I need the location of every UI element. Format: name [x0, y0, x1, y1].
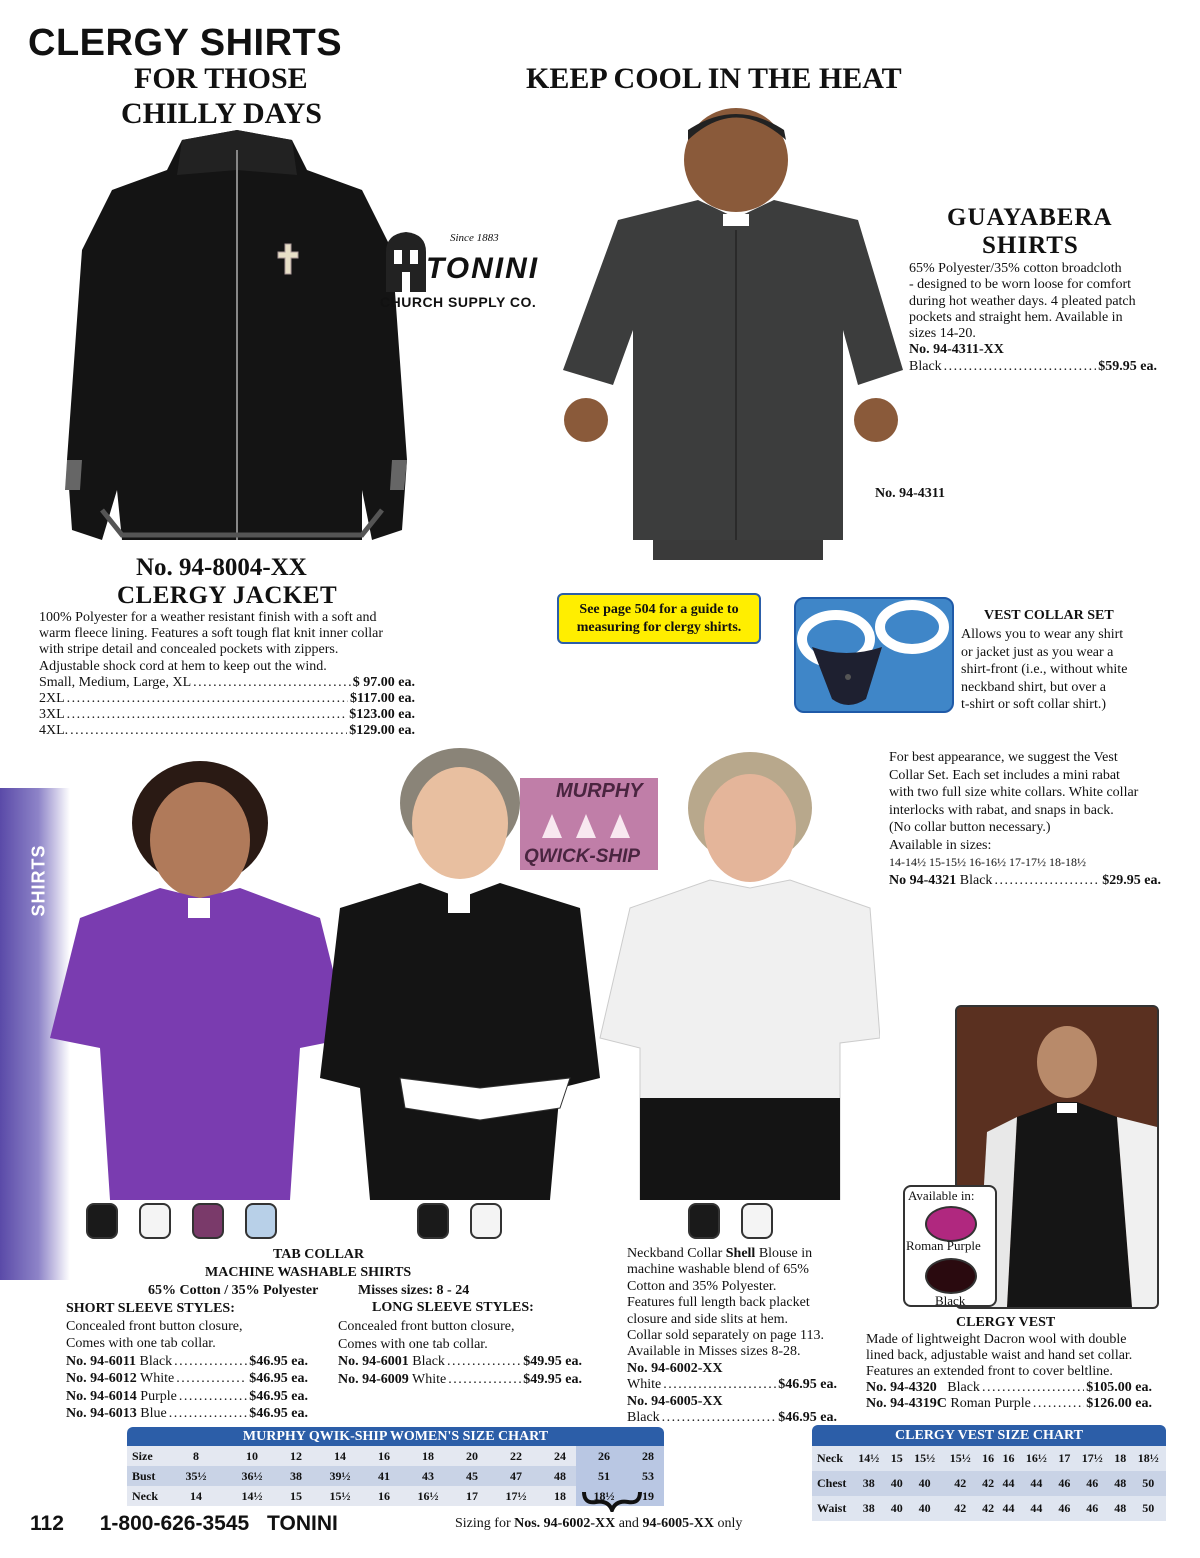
jacket-number: No. 94-8004-XX: [136, 554, 307, 581]
size-chart-cell: 18½: [1137, 1451, 1159, 1465]
size-chart-row: [812, 1496, 1166, 1521]
tab-collar-title: TAB COLLAR: [273, 1247, 365, 1262]
item-color: White: [627, 1377, 662, 1393]
clergy-vest-desc-line: Made of lightweight Dacron wool with double: [866, 1332, 1127, 1347]
blouse-desc-bold: Shell: [725, 1246, 756, 1261]
size-chart-cell: 14: [190, 1488, 202, 1503]
tab-collar-sizes: Misses sizes: 8 - 24: [358, 1283, 470, 1298]
size-chart-cell: 17: [466, 1488, 478, 1503]
vest-collar-detail-line: Collar Set. Each set includes a mini rabat: [889, 767, 1120, 783]
size-chart-cell: 16: [378, 1488, 390, 1503]
item-color: Purple: [140, 1388, 177, 1404]
vest-collar-detail-line: with two full size white collars. White collar: [889, 785, 1139, 800]
note-line: measuring for clergy shirts.: [576, 620, 742, 635]
short-sleeve-item: [66, 1370, 308, 1388]
size-chart-cell: 12: [290, 1448, 302, 1463]
guayabera-desc-line: sizes 14-20.: [909, 326, 976, 342]
size-chart-cell: 16: [378, 1448, 390, 1463]
sizing-note-pre: Sizing for: [455, 1516, 515, 1531]
clergy-vest-price-row: [866, 1396, 1152, 1412]
item-number: No. 94-6005-XX: [627, 1393, 723, 1409]
price-value: $49.95 ea.: [523, 1371, 582, 1387]
size-chart-row: [812, 1446, 1166, 1471]
vest-size-chart-title: CLERGY VEST SIZE CHART: [812, 1425, 1166, 1446]
brace-icon: [582, 1488, 642, 1512]
color-swatch[interactable]: [417, 1203, 449, 1239]
vest-collar-detail-line: (No collar button necessary.): [889, 820, 1051, 835]
size-chart-cell: 15½: [914, 1451, 936, 1465]
size-chart-cell: 45: [466, 1468, 478, 1483]
price-value: $ 97.00 ea.: [352, 674, 415, 690]
price-value: $59.95 ea.: [1098, 358, 1157, 374]
price-value: $46.95 ea.: [778, 1410, 837, 1426]
long-sleeve-section: [338, 1318, 588, 1388]
vest-collar-title: VEST COLLAR SET: [984, 608, 1114, 623]
color-swatch-roman-purple[interactable]: [925, 1206, 977, 1242]
size-chart-cell: 40: [890, 1476, 903, 1490]
page-title: CLERGY SHIRTS: [28, 22, 343, 64]
vest-size-table: [812, 1446, 1166, 1521]
item-color: Black: [412, 1354, 445, 1369]
size-chart-cell: 18: [554, 1488, 566, 1503]
jacket-desc-line: 100% Polyester for a weather resistant finish with a soft and: [39, 610, 377, 625]
available-in-label: Available in:: [908, 1188, 975, 1203]
blouse-price-row: [627, 1410, 837, 1426]
subtitle-line2: CHILLY DAYS: [121, 97, 322, 130]
size-chart-cell: 35½: [185, 1468, 207, 1483]
size-chart-cell: 15½: [329, 1488, 351, 1503]
price-value: $46.95 ea.: [249, 1406, 308, 1421]
size-chart-cell: 17½: [1081, 1451, 1103, 1465]
short-sleeve-desc-line: Concealed front button closure,: [66, 1318, 243, 1334]
jacket-price-row: [39, 691, 415, 707]
size-chart-row-label: Size: [132, 1448, 153, 1463]
vest-collar-detail-line: For best appearance, we suggest the Vest: [889, 750, 1118, 765]
size-chart-cell: 41: [378, 1468, 390, 1483]
size-chart-cell: 38: [862, 1501, 875, 1515]
blouse-desc-line: closure and side slits at hem.: [627, 1311, 788, 1327]
size-chart-cell: 42: [982, 1476, 995, 1490]
long-sleeve-desc-line: Concealed front button closure,: [338, 1319, 515, 1334]
size-chart-cell: 17½: [505, 1488, 527, 1503]
tab-collar-subtitle: MACHINE WASHABLE SHIRTS: [205, 1265, 412, 1280]
murphy-logo-line1: MURPHY: [556, 780, 643, 802]
price-label: 3XL: [39, 707, 65, 723]
size-chart-cell: 18½: [576, 1486, 632, 1506]
vest-collar-price-row: [889, 872, 1161, 890]
size-chart-cell: 48: [1114, 1476, 1127, 1490]
item-color: White: [412, 1371, 447, 1387]
size-chart-cell: 51: [576, 1466, 632, 1486]
murphy-logo-line2: QWICK-SHIP: [524, 846, 641, 867]
vest-collar-desc-line: shirt-front (i.e., without white: [961, 662, 1128, 677]
murphy-qwick-ship-logo: [520, 778, 658, 870]
color-swatch[interactable]: [470, 1203, 502, 1239]
size-chart-cell: 17: [1058, 1451, 1071, 1465]
color-swatch[interactable]: [245, 1203, 277, 1239]
clergy-vest-section: [866, 1332, 1166, 1412]
size-chart-row-label: Waist: [817, 1501, 847, 1515]
subtitle-line1: FOR THOSE: [134, 62, 308, 95]
guayabera-price-row: [909, 359, 1157, 375]
item-number: No. 94-6012: [66, 1371, 137, 1386]
size-chart-cell: 16½: [1025, 1451, 1047, 1465]
item-number: No. 94-6009: [338, 1371, 409, 1387]
tab-collar-fabric: 65% Cotton / 35% Polyester: [148, 1283, 319, 1298]
size-chart-cell: 50: [1142, 1501, 1155, 1515]
size-chart-cell: 22: [510, 1448, 522, 1463]
item-number: No. 94-6002-XX: [627, 1360, 723, 1376]
price-value: $126.00 ea.: [1086, 1396, 1152, 1411]
size-chart-cell: 16: [982, 1451, 995, 1465]
church-icon: [382, 228, 430, 292]
price-value: $29.95 ea.: [1102, 872, 1161, 888]
guayabera-description: [909, 261, 1169, 375]
long-sleeve-item: [338, 1353, 582, 1371]
blouse-desc-pre: Neckband Collar: [627, 1246, 726, 1261]
vest-collar-sizes: 14-14½ 15-15½ 16-16½ 17-17½ 18-18½: [889, 855, 1086, 869]
short-sleeve-item: [66, 1388, 308, 1406]
vest-collar-description: [961, 626, 1161, 714]
size-chart-row-label: Bust: [132, 1468, 156, 1483]
side-tab-label: SHIRTS: [28, 844, 49, 917]
price-label: Black: [959, 872, 993, 888]
color-swatch-black[interactable]: [925, 1258, 977, 1294]
jacket-desc-line: Adjustable shock cord at hem to keep out the wind.: [39, 658, 327, 674]
sizing-note: [455, 1516, 742, 1532]
size-chart-cell: 44: [1002, 1476, 1015, 1490]
size-chart-cell: 42: [954, 1501, 967, 1515]
size-chart-cell: 14: [334, 1448, 346, 1463]
jacket-price-row: [39, 675, 415, 691]
item-number: No 94-4321: [889, 872, 957, 888]
size-chart-row: [812, 1471, 1166, 1496]
size-chart-cell: 46: [1086, 1476, 1099, 1490]
price-value: $46.95 ea.: [249, 1353, 308, 1369]
size-chart-cell: 38: [290, 1468, 302, 1483]
color-swatch[interactable]: [86, 1203, 118, 1239]
shell-blouse-section: [627, 1246, 842, 1426]
size-chart-cell: 19: [632, 1486, 664, 1506]
guayabera-title-line1: GUAYABERA: [947, 204, 1113, 231]
size-chart-cell: 42: [954, 1476, 967, 1490]
womens-size-chart-title: MURPHY QWIK-SHIP WOMEN'S SIZE CHART: [127, 1427, 664, 1446]
long-sleeve-heading: LONG SLEEVE STYLES:: [372, 1300, 534, 1315]
size-chart-row-label: Chest: [817, 1476, 847, 1490]
size-chart-cell: 40: [890, 1501, 903, 1515]
size-chart-cell: 20: [466, 1448, 478, 1463]
guayabera-photo-caption: No. 94-4311: [875, 486, 945, 501]
size-chart-cell: 53: [632, 1466, 664, 1486]
short-sleeve-item: [66, 1353, 308, 1371]
size-chart-cell: 40: [918, 1501, 931, 1515]
long-sleeve-desc-line: Comes with one tab collar.: [338, 1336, 488, 1352]
size-chart-cell: 46: [1058, 1476, 1071, 1490]
price-value: $105.00 ea.: [1086, 1380, 1152, 1395]
note-line: See page 504 for a guide to: [579, 602, 739, 617]
jacket-price-row: [39, 723, 415, 739]
item-color: White: [140, 1371, 175, 1386]
vest-collar-detail-line: Available in sizes:: [889, 837, 992, 853]
size-chart-cell: 16: [1002, 1451, 1015, 1465]
footer: [30, 1512, 338, 1536]
short-sleeve-item: [66, 1405, 308, 1423]
color-swatch[interactable]: [139, 1203, 171, 1239]
size-chart-cell: 15: [890, 1451, 903, 1465]
sizing-note-mid: and: [615, 1516, 643, 1531]
item-number: No. 94-6001: [338, 1354, 409, 1369]
price-value: $49.95 ea.: [523, 1354, 582, 1369]
size-chart-cell: 42: [982, 1501, 995, 1515]
guayabera-shirt-photo: [558, 100, 913, 560]
vest-collar-desc-line: neckband shirt, but over a: [961, 679, 1107, 695]
section-heading-heat: KEEP COOL IN THE HEAT: [526, 62, 902, 95]
vest-collar-details: [889, 749, 1179, 889]
vest-collar-set-photo: [794, 597, 954, 713]
guayabera-desc-line: - designed to be worn loose for comfort: [909, 277, 1131, 293]
roman-purple-label: Roman Purple: [906, 1238, 981, 1253]
size-chart-cell: 15: [290, 1488, 302, 1503]
item-number: No. 94-4319C: [866, 1396, 947, 1411]
logo-company: CHURCH SUPPLY CO.: [380, 294, 537, 310]
item-number: No. 94-4320: [866, 1380, 937, 1395]
size-chart-cell: 38: [862, 1476, 875, 1490]
item-color: Black: [627, 1410, 660, 1426]
sizing-note-item1: Nos. 94-6002-XX: [514, 1516, 616, 1531]
jacket-description: [39, 610, 424, 740]
size-chart-cell: 43: [422, 1468, 434, 1483]
size-chart-row-label: Neck: [132, 1488, 158, 1503]
size-chart-cell: 36½: [241, 1468, 263, 1483]
jacket-price-row: [39, 707, 415, 723]
color-swatch[interactable]: [741, 1203, 773, 1239]
blouse-desc-line: Features full length back placket: [627, 1295, 810, 1311]
jacket-desc-line: warm fleece lining. Features a soft tough flat knit inner collar: [39, 626, 384, 642]
size-chart-cell: 14½: [858, 1451, 880, 1465]
clergy-vest-title: CLERGY VEST: [956, 1315, 1056, 1330]
price-value: $129.00 ea.: [349, 723, 415, 739]
size-chart-cell: 14½: [241, 1488, 263, 1503]
measuring-guide-note[interactable]: [557, 593, 761, 644]
color-swatch[interactable]: [688, 1203, 720, 1239]
clergy-vest-desc-line: Features an extended front to cover beltline.: [866, 1364, 1113, 1379]
price-label: 2XL: [39, 691, 65, 707]
size-chart-cell: 40: [918, 1476, 931, 1490]
size-chart-cell: 10: [246, 1448, 258, 1463]
jacket-desc-line: with stripe detail and concealed pockets with zippers.: [39, 642, 339, 658]
size-chart-cell: 44: [1030, 1501, 1043, 1515]
size-chart-cell: 24: [554, 1448, 566, 1463]
price-value: $117.00 ea.: [350, 691, 415, 707]
price-value: $46.95 ea.: [249, 1371, 308, 1386]
size-chart-cell: 47: [510, 1468, 522, 1483]
size-chart-row: [127, 1446, 664, 1466]
blouse-desc-line: machine washable blend of 65%: [627, 1262, 809, 1278]
size-chart-cell: 44: [1002, 1501, 1015, 1515]
size-chart-cell: 46: [1058, 1501, 1071, 1515]
long-sleeve-item: [338, 1371, 582, 1389]
short-sleeve-heading: SHORT SLEEVE STYLES:: [66, 1301, 235, 1316]
item-color: Black: [947, 1380, 980, 1395]
choir-figures-icon: [538, 808, 638, 842]
item-color: Blue: [140, 1406, 167, 1421]
price-label: 4XL.: [39, 723, 69, 739]
size-chart-cell: 18: [1114, 1451, 1127, 1465]
black-label: Black: [935, 1293, 966, 1308]
size-chart-cell: 16½: [417, 1488, 439, 1503]
item-number: No. 94-6014: [66, 1388, 137, 1404]
guayabera-number: No. 94-4311-XX: [909, 342, 1004, 358]
vest-collar-desc-line: Allows you to wear any shirt: [961, 627, 1124, 642]
size-chart-cell: 8: [193, 1448, 199, 1463]
blouse-desc-line: Cotton and 35% Polyester.: [627, 1278, 777, 1294]
page-number: 112: [30, 1512, 64, 1535]
sizing-note-post: only: [713, 1516, 743, 1531]
tonini-logo: [380, 222, 550, 322]
blouse-desc-first-line: [627, 1246, 842, 1262]
phone-number: 1-800-626-3545: [99, 1512, 250, 1535]
color-swatch[interactable]: [192, 1203, 224, 1239]
price-label: Black: [909, 358, 942, 374]
vest-collar-detail-line: interlocks with rabat, and snaps in back.: [889, 802, 1114, 818]
item-number: No. 94-6011: [66, 1353, 136, 1369]
blouse-desc-line: Collar sold separately on page 113.: [627, 1328, 824, 1344]
size-chart-cell: 39½: [329, 1468, 351, 1483]
jacket-title: CLERGY JACKET: [117, 582, 338, 609]
item-number: No. 94-6013: [66, 1406, 137, 1421]
vest-collar-desc-line: t-shirt or soft collar shirt.): [961, 697, 1107, 712]
size-chart-cell: 26: [576, 1446, 632, 1466]
blouse-price-row: [627, 1377, 837, 1393]
size-chart-cell: 50: [1142, 1476, 1155, 1490]
short-sleeve-desc-line: Comes with one tab collar.: [66, 1336, 216, 1351]
price-value: $46.95 ea.: [778, 1377, 837, 1393]
size-chart-cell: 48: [1114, 1501, 1127, 1515]
clergy-vest-price-row: [866, 1380, 1152, 1396]
footer-brand: TONINI: [267, 1512, 338, 1535]
vest-collar-desc-line: or jacket just as you wear a: [961, 644, 1114, 660]
size-chart-row-label: Neck: [817, 1451, 843, 1465]
blouse-desc-line: Available in Misses sizes 8-28.: [627, 1344, 801, 1360]
blouse-desc-post: Blouse in: [755, 1246, 813, 1261]
price-value: $123.00 ea.: [349, 707, 415, 723]
guayabera-desc-line: pockets and straight hem. Available in: [909, 309, 1123, 325]
size-chart-cell: 18: [422, 1448, 434, 1463]
guayabera-desc-line: 65% Polyester/35% cotton broadcloth: [909, 261, 1122, 276]
size-chart-cell: 48: [554, 1468, 566, 1483]
clergy-vest-size-chart: [812, 1425, 1166, 1521]
logo-name: TONINI: [426, 252, 540, 285]
guayabera-title-line2: SHIRTS: [982, 232, 1079, 259]
price-value: $46.95 ea.: [249, 1388, 308, 1404]
womens-tab-collar-shirts-photo: [40, 748, 880, 1200]
price-label: Small, Medium, Large, XL: [39, 674, 192, 690]
logo-since: Since 1883: [450, 232, 499, 244]
sizing-note-item2: 94-6005-XX: [642, 1516, 714, 1531]
item-color: Roman Purple: [950, 1396, 1031, 1411]
size-chart-row: [127, 1466, 664, 1486]
clergy-jacket-photo: [62, 130, 412, 550]
clergy-vest-desc-line: lined back, adjustable waist and hand set collar.: [866, 1348, 1133, 1363]
size-chart-cell: 28: [632, 1446, 664, 1466]
size-chart-cell: 15½: [949, 1451, 971, 1465]
cross-emblem-icon: [276, 242, 300, 276]
vest-color-options: [903, 1185, 997, 1307]
short-sleeve-section: [66, 1300, 316, 1423]
size-chart-cell: 46: [1086, 1501, 1099, 1515]
guayabera-desc-line: during hot weather days. 4 pleated patch: [909, 293, 1136, 309]
item-color: Black: [139, 1353, 173, 1369]
size-chart-cell: 44: [1030, 1476, 1043, 1490]
